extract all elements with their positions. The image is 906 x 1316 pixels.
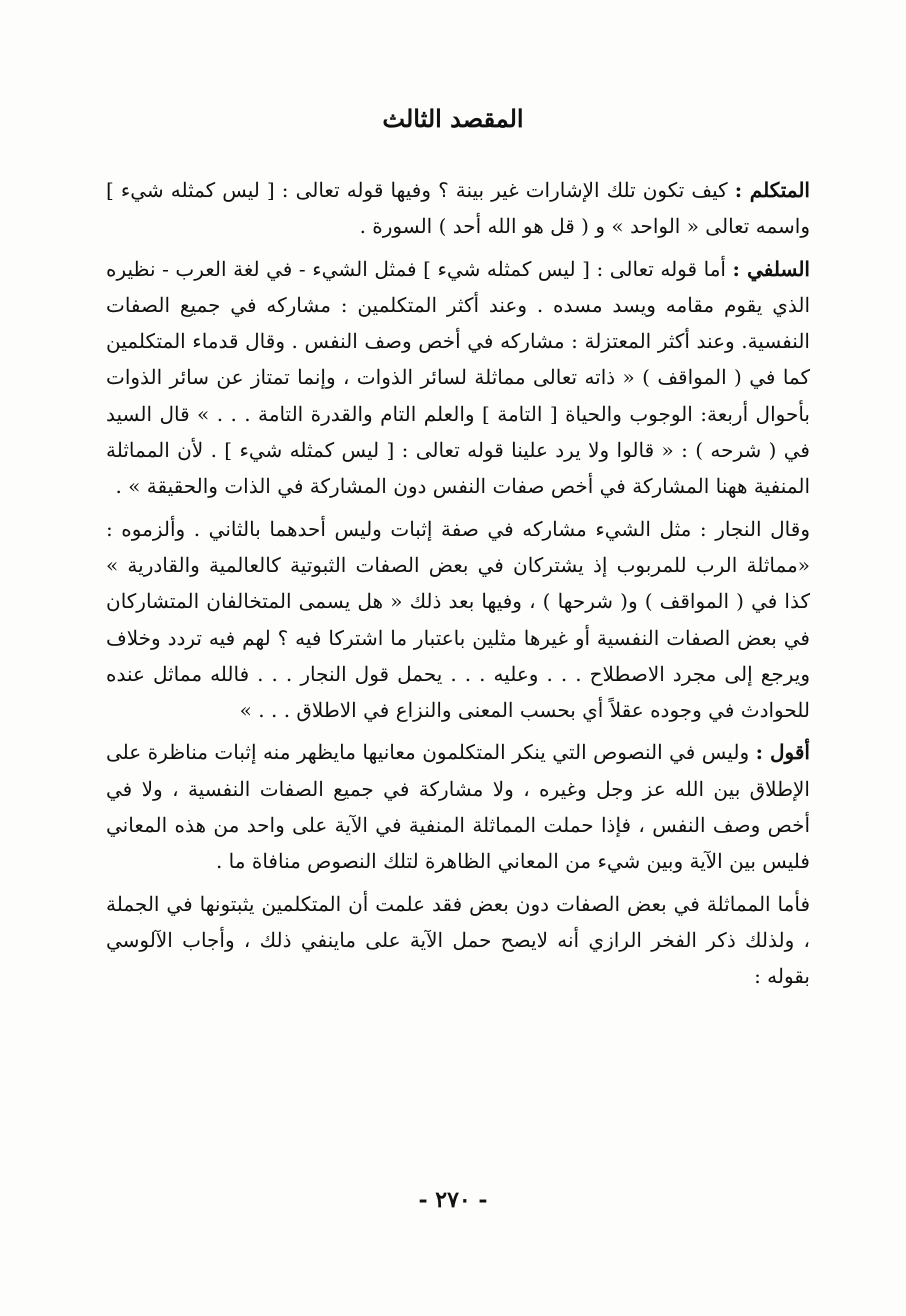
- page-footer: [0, 1187, 906, 1213]
- paragraph-text: وليس في النصوص التي ينكر المتكلمون معانيها مايظهر منه إثبات مناظرة على الإطلاق بين الله عز وجل وغيره ، ولا مشاركة في جميع الصفات النفسية ، ولا في أخص وصف النفس ، فإذا حملت المماثلة المنفية في الآية على واحد من هذه المعاني فليس بين الآية وبين شيء من المعاني الظاهرة لتلك النصوص منافاة ما .: [106, 740, 810, 874]
- paragraph-najjar: [106, 511, 810, 729]
- page-body: [106, 172, 810, 995]
- speaker-label: أقول :: [755, 740, 810, 765]
- speaker-label: السلفي :: [732, 256, 810, 281]
- speaker-label: المتكلم :: [734, 178, 810, 202]
- page-header: [0, 104, 906, 133]
- paragraph-text: فأما المماثلة في بعض الصفات دون بعض فقد علمت أن المتكلمين يثبتونها في الجملة ، ولذلك ذكر الفخر الرازي أنه لايصح حمل الآية على ماينفي ذلك ، وأجاب الآلوسي بقوله :: [106, 891, 811, 989]
- page-number: - ٢٧٠ -: [418, 1187, 488, 1213]
- paragraph-text: كيف تكون تلك الإشارات غير بينة ؟ وفيها قوله تعالى : [ ليس كمثله شيء ] واسمه تعالى « الواحد » و ( قل هو الله أحد ) السورة .: [106, 178, 810, 239]
- section-title: المقصد الثالث: [382, 104, 524, 133]
- paragraph-mutakallim: [106, 172, 810, 245]
- paragraph-aqool: [106, 734, 810, 879]
- paragraph-salafi: [106, 251, 810, 505]
- paragraph-text: وقال النجار : مثل الشيء مشاركه في صفة إثبات وليس أحدهما بالثاني . وألزموه : «مماثلة الرب للمربوب إذ يشتركان في بعض الصفات الثبوتية كالعالمية والقادرية » كذا في ( المواقف ) و( شرحها ) ، وفيها بعد ذلك « هل يسمى المتخالفان المتشاركان في بعض الصفات النفسية أو غيرها مثلين باعتبار ما اشتركا فيه ؟ لهم فيه تردد وخلاف ويرجع إلى مجرد الاصطلاح . . . وعليه . . . يحمل قول النجار . . . فالله مماثل عنده للحوادث في وجوده عقلاً أي بحسب المعنى والنزاع في الاطلاق . . . »: [106, 516, 810, 723]
- paragraph-mumathala: [106, 886, 810, 995]
- paragraph-text: أما قوله تعالى : [ ليس كمثله شيء ] فمثل الشيء - في لغة العرب - نظيره الذي يقوم مقامه ويسد مسده . وعند أكثر المتكلمين : مشاركه في جميع الصفات النفسية. وعند أكثر المعتزلة : مشاركه في أخص وصف النفس . وقال قدماء المتكلمين كما في ( المواقف ) « ذاته تعالى مماثلة لسائر الذوات ، وإنما تمتاز عن سائر الذوات بأحوال أربعة: الوجوب والحياة [ التامة ] والعلم التام والقدرة التامة . . . » قال السيد في ( شرحه ) : « قالوا ولا يرد علينا قوله تعالى : [ ليس كمثله شيء ] . لأن المماثلة المنفية ههنا المشاركة في أخص صفات النفس دون المشاركة في الذات والحقيقة » .: [106, 256, 810, 499]
